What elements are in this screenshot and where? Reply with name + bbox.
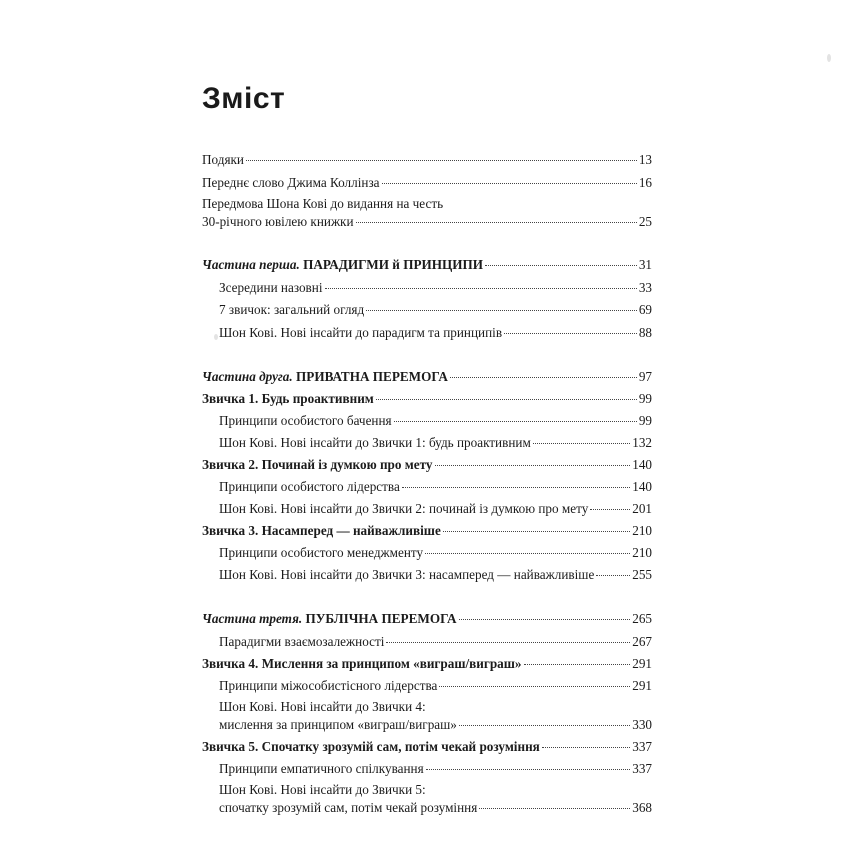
toc-entry-habit-2-insights[interactable] [219, 500, 652, 518]
toc-entry-preface-line1[interactable]: Передмова Шона Кові до видання на честь [202, 196, 444, 211]
dot-leader [590, 509, 630, 510]
toc-entry-habit-4-principles[interactable] [219, 677, 652, 695]
dot-leader [246, 160, 637, 161]
toc-habit-1[interactable] [202, 390, 652, 408]
toc-entry-title: Принципи емпатичного спілкування [219, 761, 424, 776]
toc-entry-title: Шон Кові. Нові інсайти до Звички 1: будь проактивним [219, 435, 531, 450]
toc-entry-habit-5-principles[interactable] [219, 760, 652, 778]
toc-page-number: 69 [638, 302, 652, 317]
toc-habit-4[interactable] [202, 655, 652, 673]
toc-entry-overview[interactable] [219, 301, 652, 319]
toc-entry-title: Парадигми взаємозалежності [219, 634, 385, 649]
toc-part-1[interactable] [202, 256, 652, 274]
toc-entry-title: мислення за принципом «виграш/виграш» [219, 717, 457, 732]
toc-entry-title: Переднє слово Джима Коллінза [202, 175, 380, 190]
toc-part-title [202, 610, 457, 628]
toc-page-number: 31 [638, 257, 652, 272]
toc-page-number: 140 [632, 457, 652, 472]
toc-entry-title: 30-річного ювілею книжки [202, 214, 354, 229]
toc-page-number: 291 [632, 656, 652, 671]
toc-part-title [202, 368, 448, 386]
dot-leader [524, 664, 631, 665]
dot-leader [485, 265, 637, 266]
toc-page-number: 330 [632, 717, 652, 732]
dot-leader [402, 487, 630, 488]
dot-leader [479, 808, 630, 809]
part-label: Частина третя. [202, 611, 303, 626]
toc-entry-title: Шон Кові. Нові інсайти до Звички 2: починай із думкою про мету [219, 501, 589, 516]
toc-habit-title: Звичка 5. Спочатку зрозумій сам, потім чекай розуміння [202, 739, 540, 754]
dot-leader [533, 443, 630, 444]
toc-entry-habit-5-insights-line1[interactable]: Шон Кові. Нові інсайти до Звички 5: [219, 782, 426, 797]
toc-page-number: 265 [632, 611, 652, 626]
dot-leader [394, 421, 637, 422]
toc-page-number: 255 [632, 567, 652, 582]
toc-entry-title: Шон Кові. Нові інсайти до парадигм та принципів [219, 325, 503, 340]
toc-entry-title: Принципи особистого бачення [219, 413, 392, 428]
dot-leader [443, 531, 630, 532]
toc-habit-title: Звичка 3. Насамперед — найважливіше [202, 523, 441, 538]
toc-entry-habit-2-principles[interactable] [219, 478, 652, 496]
dot-leader [596, 575, 630, 576]
dot-leader [504, 333, 637, 334]
toc-page-number: 97 [638, 369, 652, 384]
toc-page-number: 201 [632, 501, 652, 516]
dot-leader [435, 465, 631, 466]
dot-leader [450, 377, 637, 378]
toc-entry-habit-1-insights[interactable] [219, 434, 652, 452]
toc-habit-2[interactable] [202, 456, 652, 474]
toc-habit-title: Звичка 1. Будь проактивним [202, 391, 374, 406]
toc-page-number: 99 [638, 413, 652, 428]
toc-page-number: 267 [632, 634, 652, 649]
toc-part-title [202, 256, 483, 274]
toc-page-number: 25 [638, 214, 652, 229]
part-label: Частина друга. [202, 369, 293, 384]
toc-entry-habit-5-insights[interactable] [219, 799, 652, 817]
toc-entry-title: спочатку зрозумій сам, потім чекай розуміння [219, 800, 478, 815]
toc-entry-title: Подяки [202, 152, 244, 167]
toc-entry-habit-3-principles[interactable] [219, 544, 652, 562]
toc-entry-insights-paradigms[interactable] [219, 324, 652, 342]
dot-leader [459, 619, 631, 620]
dot-leader [376, 399, 637, 400]
dot-leader [382, 183, 637, 184]
toc-part-3[interactable] [202, 610, 652, 628]
toc-part-2[interactable] [202, 368, 652, 386]
toc-page-number: 33 [638, 280, 652, 295]
toc-page-number: 291 [632, 678, 652, 693]
toc-entry-preface[interactable] [202, 213, 652, 231]
toc-page-number: 99 [638, 391, 652, 406]
dot-leader [425, 553, 630, 554]
toc-page-number: 210 [632, 545, 652, 560]
toc-page-number: 210 [632, 523, 652, 538]
toc-habit-5[interactable] [202, 738, 652, 756]
part-name: ПАРАДИГМИ й ПРИНЦИПИ [303, 257, 484, 272]
toc-page-number: 368 [632, 800, 652, 815]
toc-entry-habit-1-principles[interactable] [219, 412, 652, 430]
toc-page-number: 337 [632, 739, 652, 754]
toc-page-number: 140 [632, 479, 652, 494]
toc-entry-inside-out[interactable] [219, 279, 652, 297]
toc-entry-habit-4-insights-line1[interactable]: Шон Кові. Нові інсайти до Звички 4: [219, 699, 426, 714]
part-name: ПРИВАТНА ПЕРЕМОГА [296, 369, 448, 384]
toc-entry-habit-4-insights[interactable] [219, 716, 652, 734]
toc-entry-habit-3-insights[interactable] [219, 566, 652, 584]
toc-entry-interdependence[interactable] [219, 633, 652, 651]
dot-leader [325, 288, 637, 289]
toc-habit-title: Звичка 4. Мислення за принципом «виграш/виграш» [202, 656, 522, 671]
part-name: ПУБЛІЧНА ПЕРЕМОГА [305, 611, 457, 626]
dot-leader [439, 686, 630, 687]
dot-leader [542, 747, 630, 748]
toc-entry-foreword[interactable] [202, 174, 652, 192]
toc-entry-title: Принципи особистого лідерства [219, 479, 400, 494]
toc-page-number: 337 [632, 761, 652, 776]
toc-page-number: 16 [638, 175, 652, 190]
toc-entry-title: Зсередини назовні [219, 280, 323, 295]
dot-leader [386, 642, 630, 643]
toc-entry-title: Принципи особистого менеджменту [219, 545, 424, 560]
part-label: Частина перша. [202, 257, 300, 272]
toc-entry-acknowledgements[interactable] [202, 151, 652, 169]
toc-entry-title: Принципи міжособистісного лідерства [219, 678, 438, 693]
toc-entry-title: 7 звичок: загальний огляд [219, 302, 365, 317]
toc-page-number: 13 [638, 152, 652, 167]
toc-habit-3[interactable] [202, 522, 652, 540]
dot-leader [459, 725, 630, 726]
dot-leader [366, 310, 637, 311]
dot-leader [426, 769, 631, 770]
toc-page-number: 88 [638, 325, 652, 340]
dot-leader [356, 222, 637, 223]
toc-habit-title: Звичка 2. Починай із думкою про мету [202, 457, 433, 472]
toc-entry-title: Шон Кові. Нові інсайти до Звички 3: насамперед — найважливіше [219, 567, 595, 582]
toc-page-number: 132 [632, 435, 652, 450]
page-title: Зміст [202, 82, 286, 115]
